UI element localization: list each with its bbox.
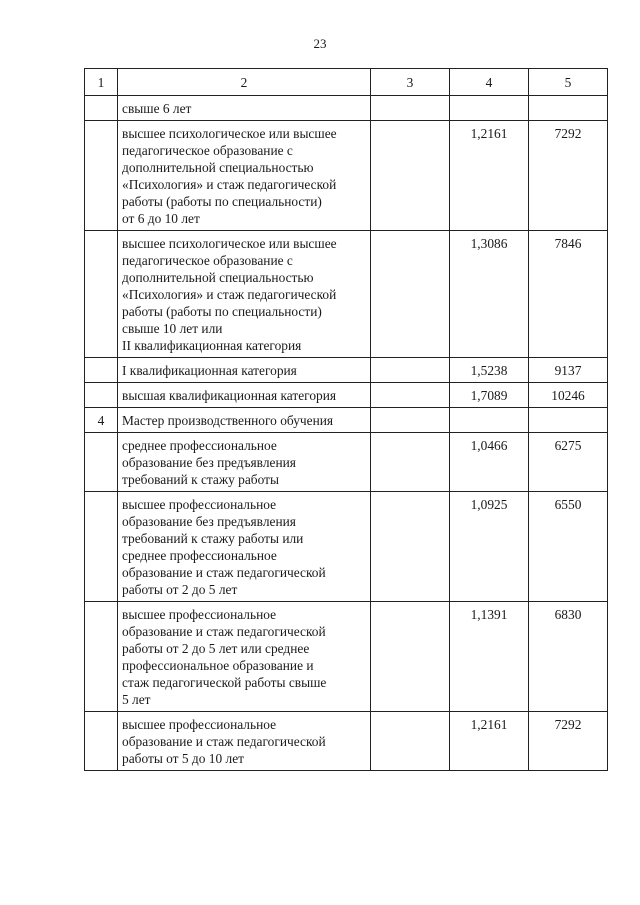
table-row (85, 358, 608, 383)
row-col3 (371, 383, 449, 390)
row-amount: 7292 (554, 126, 582, 141)
coefficient-cell (450, 96, 529, 121)
header-cell-2 (118, 69, 371, 96)
table-row (85, 433, 608, 492)
row-description: высшее психологическое или высшее педагогическое образование с дополнительной специальностью «Психология» и стаж педагогической работы (работы по специальности) свыше 10 лет или II квалификационная категория (122, 236, 337, 353)
header-label-2: 2 (240, 75, 248, 90)
amount-cell (529, 358, 608, 383)
description-cell (118, 231, 371, 358)
row-number-cell (85, 231, 118, 358)
row-description: высшая квалификационная категория (122, 388, 337, 403)
amount-cell (529, 96, 608, 121)
page-number: 23 (313, 36, 327, 51)
table-row (85, 712, 608, 771)
col3-cell (371, 433, 450, 492)
row-col3 (371, 602, 449, 609)
row-number (85, 231, 117, 238)
coefficient-cell (450, 121, 529, 231)
coefficient-cell (450, 358, 529, 383)
row-number-cell (85, 492, 118, 602)
row-number-cell (85, 121, 118, 231)
row-number: 4 (97, 413, 105, 428)
row-col3 (371, 492, 449, 499)
row-amount: 7846 (554, 236, 582, 251)
row-number (85, 121, 117, 128)
row-col3 (371, 358, 449, 365)
table-row (85, 383, 608, 408)
row-coefficient (450, 96, 528, 103)
coefficient-cell (450, 602, 529, 712)
row-description: высшее профессиональное образование без предъявления требований к стажу работы или среднее профессиональное образование и стаж педагогической работы от 2 до 5 лет (122, 497, 326, 597)
row-number (85, 96, 117, 103)
row-description: высшее психологическое или высшее педагогическое образование с дополнительной специальностью «Психология» и стаж педагогической работы (работы по специальности) от 6 до 10 лет (122, 126, 337, 226)
row-coefficient: 1,5238 (470, 363, 508, 378)
amount-cell (529, 433, 608, 492)
amount-cell (529, 383, 608, 408)
col3-cell (371, 492, 450, 602)
coefficient-cell (450, 712, 529, 771)
row-number-cell (85, 96, 118, 121)
row-col3 (371, 712, 449, 719)
col3-cell (371, 121, 450, 231)
table-row (85, 492, 608, 602)
col3-cell (371, 408, 450, 433)
row-col3 (371, 408, 449, 415)
row-number-cell (85, 602, 118, 712)
row-number (85, 492, 117, 499)
description-cell (118, 96, 371, 121)
description-cell (118, 408, 371, 433)
description-cell (118, 602, 371, 712)
row-number-cell (85, 358, 118, 383)
description-cell (118, 383, 371, 408)
header-cell-3 (371, 69, 450, 96)
row-amount: 7292 (554, 717, 582, 732)
col3-cell (371, 602, 450, 712)
coefficient-cell (450, 492, 529, 602)
row-coefficient: 1,7089 (470, 388, 508, 403)
row-col3 (371, 96, 449, 103)
row-number (85, 433, 117, 440)
row-coefficient: 1,2161 (470, 126, 508, 141)
row-col3 (371, 433, 449, 440)
row-number (85, 602, 117, 609)
coefficient-cell (450, 231, 529, 358)
row-coefficient: 1,2161 (470, 717, 508, 732)
row-coefficient: 1,1391 (470, 607, 508, 622)
header-cell-4 (450, 69, 529, 96)
table-row (85, 96, 608, 121)
row-number (85, 358, 117, 365)
header-cell-5 (529, 69, 608, 96)
row-col3 (371, 231, 449, 238)
col3-cell (371, 358, 450, 383)
row-amount: 10246 (551, 388, 585, 403)
table-row (85, 602, 608, 712)
row-amount: 9137 (554, 363, 582, 378)
row-number-cell (85, 712, 118, 771)
amount-cell (529, 492, 608, 602)
row-number-cell (85, 433, 118, 492)
amount-cell (529, 408, 608, 433)
coefficient-cell (450, 383, 529, 408)
row-coefficient: 1,0925 (470, 497, 508, 512)
header-label-1: 1 (97, 75, 105, 90)
amount-cell (529, 712, 608, 771)
description-cell (118, 121, 371, 231)
salary-coefficient-table (84, 68, 608, 771)
row-description: Мастер производственного обучения (122, 413, 334, 428)
row-number-cell (85, 408, 118, 433)
row-amount (529, 408, 607, 415)
header-label-4: 4 (485, 75, 493, 90)
row-number (85, 383, 117, 390)
table-row (85, 121, 608, 231)
col3-cell (371, 383, 450, 408)
row-number-cell (85, 383, 118, 408)
row-description: высшее профессиональное образование и стаж педагогической работы от 5 до 10 лет (122, 717, 326, 766)
header-label-5: 5 (564, 75, 572, 90)
col3-cell (371, 231, 450, 358)
coefficient-cell (450, 408, 529, 433)
row-col3 (371, 121, 449, 128)
coefficient-cell (450, 433, 529, 492)
header-label-3: 3 (406, 75, 414, 90)
row-amount: 6275 (554, 438, 582, 453)
header-cell-1 (85, 69, 118, 96)
table-row (85, 408, 608, 433)
col3-cell (371, 712, 450, 771)
row-coefficient (450, 408, 528, 415)
amount-cell (529, 602, 608, 712)
row-coefficient: 1,3086 (470, 236, 508, 251)
description-cell (118, 712, 371, 771)
description-cell (118, 433, 371, 492)
description-cell (118, 358, 371, 383)
row-number (85, 712, 117, 719)
col3-cell (371, 96, 450, 121)
table-row (85, 231, 608, 358)
row-amount: 6550 (554, 497, 582, 512)
row-description: свыше 6 лет (122, 101, 192, 116)
row-description: среднее профессиональное образование без предъявления требований к стажу работы (122, 438, 296, 487)
row-coefficient: 1,0466 (470, 438, 508, 453)
row-amount (529, 96, 607, 103)
amount-cell (529, 231, 608, 358)
description-cell (118, 492, 371, 602)
row-description: I квалификационная категория (122, 363, 297, 378)
row-description: высшее профессиональное образование и стаж педагогической работы от 2 до 5 лет или среднее профессиональное образование и стаж педагогической работы свыше 5 лет (122, 607, 327, 707)
amount-cell (529, 121, 608, 231)
table-header-row (85, 69, 608, 96)
row-amount: 6830 (554, 607, 582, 622)
